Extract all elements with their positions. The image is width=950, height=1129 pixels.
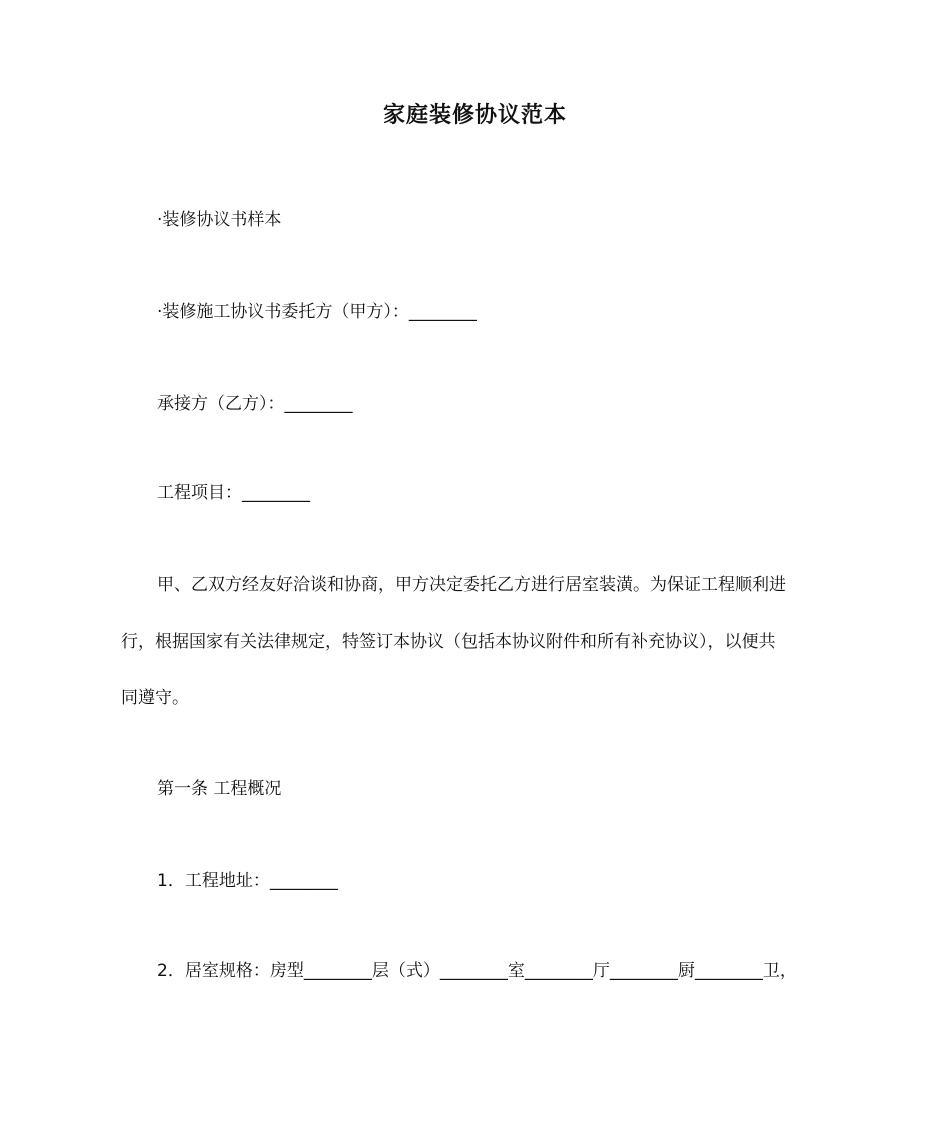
line-client-party: ·装修施工协议书委托方（甲方）：________ [157, 302, 477, 322]
item-room-spec: 2．居室规格：房型________层（式）________室________厅________厨________卫， [157, 961, 797, 981]
line-sample-heading: ·装修协议书样本 [157, 210, 282, 230]
section-heading-article-1: 第一条 工程概况 [157, 779, 282, 799]
paragraph-intro-line-3: 同遵守。 [121, 688, 189, 708]
line-project: 工程项目：________ [157, 483, 310, 503]
document-title: 家庭装修协议范本 [382, 103, 567, 128]
paragraph-intro-line-1: 甲、乙双方经友好洽谈和协商，甲方决定委托乙方进行居室装潢。为保证工程顺利进 [157, 575, 786, 595]
line-contractor-party: 承接方（乙方）：________ [157, 394, 353, 414]
paragraph-intro-line-2: 行，根据国家有关法律规定，特签订本协议（包括本协议附件和所有补充协议），以便共 [121, 632, 776, 652]
item-address: 1．工程地址：________ [157, 871, 338, 891]
